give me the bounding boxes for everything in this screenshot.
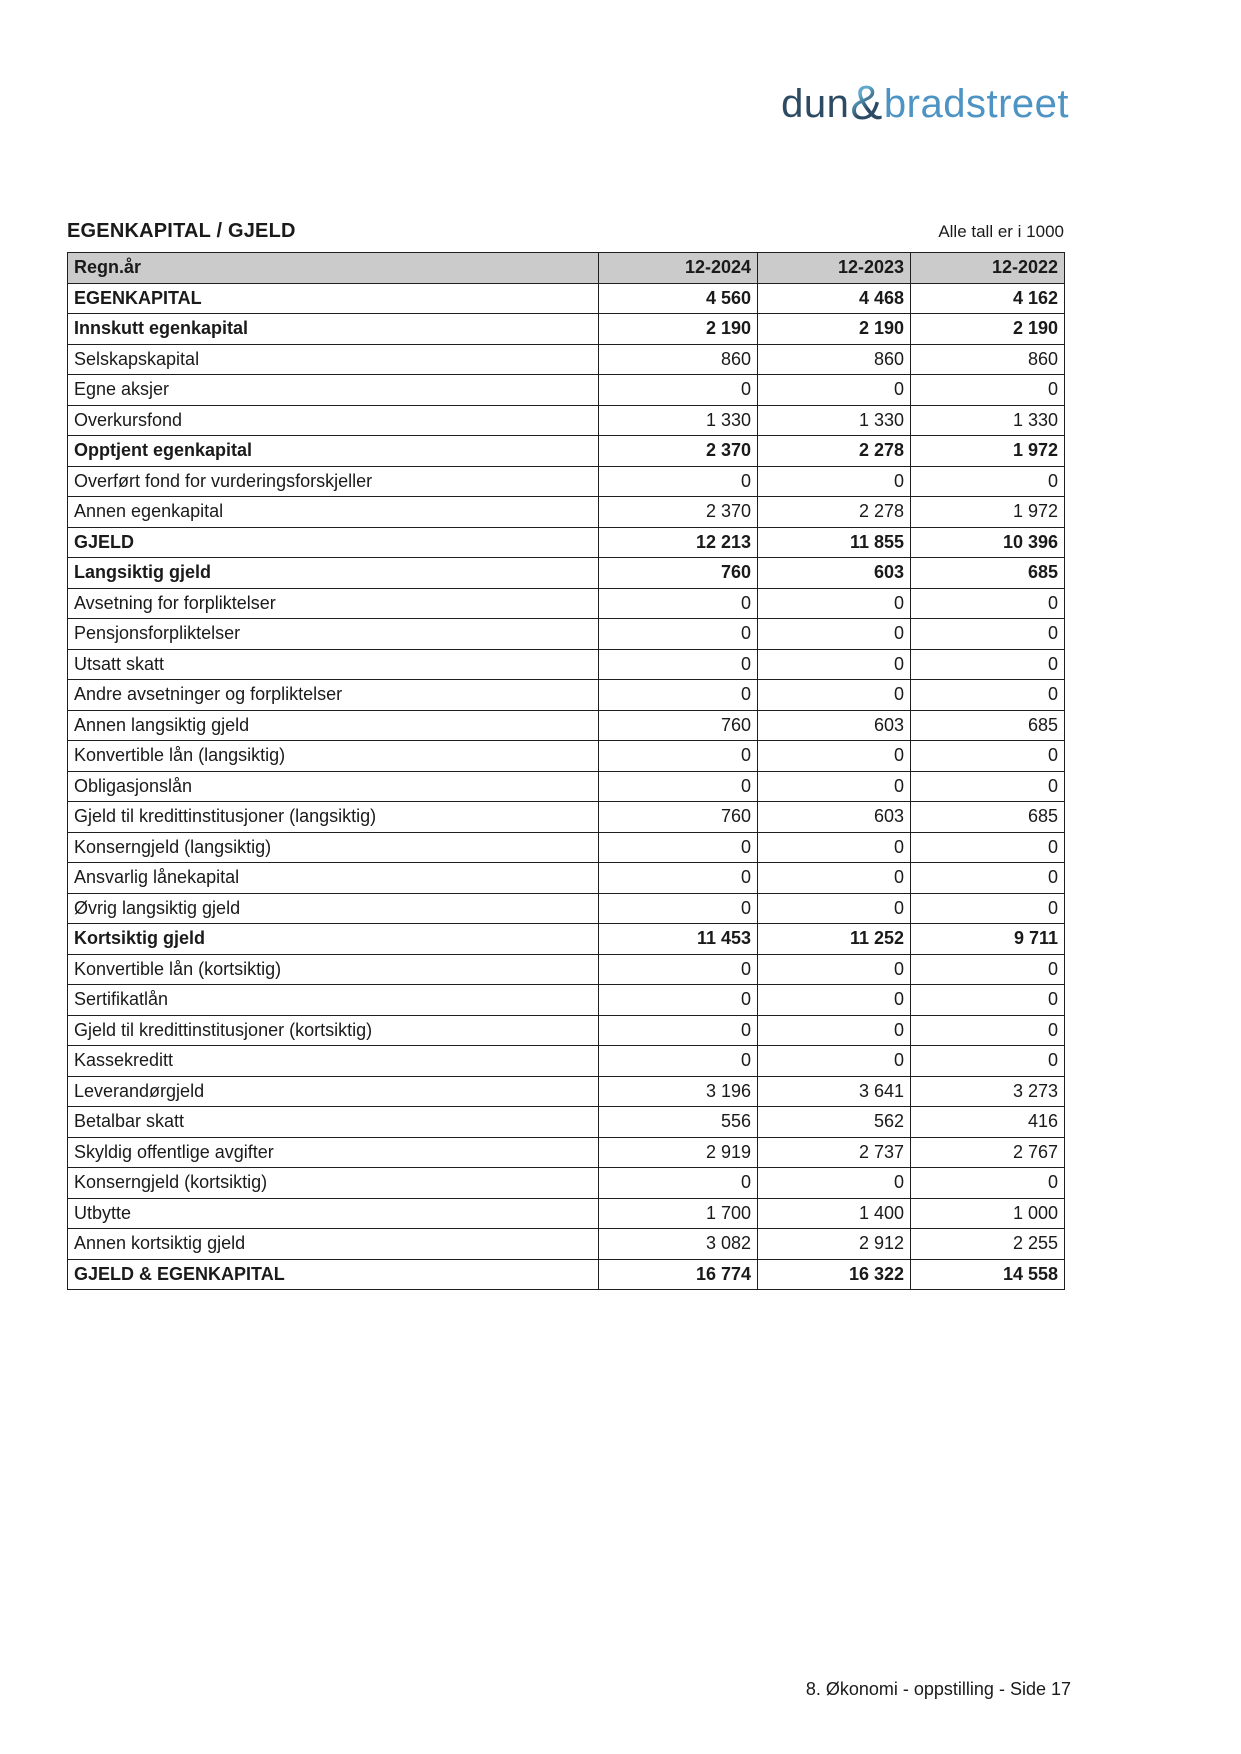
row-label: Annen egenkapital <box>68 497 599 528</box>
table-row <box>68 1076 1065 1107</box>
row-value: 4 560 <box>599 283 758 314</box>
row-label: EGENKAPITAL <box>68 283 599 314</box>
row-value: 1 000 <box>911 1198 1065 1229</box>
table-row <box>68 680 1065 711</box>
row-label: Gjeld til kredittinstitusjoner (kortsiktig) <box>68 1015 599 1046</box>
row-value: 1 400 <box>758 1198 911 1229</box>
row-value: 1 330 <box>599 405 758 436</box>
table-row <box>68 466 1065 497</box>
table-row <box>68 771 1065 802</box>
row-value: 0 <box>599 741 758 772</box>
row-value: 0 <box>758 680 911 711</box>
row-value: 0 <box>911 588 1065 619</box>
table-row <box>68 375 1065 406</box>
row-value: 4 468 <box>758 283 911 314</box>
row-label: Utbytte <box>68 1198 599 1229</box>
row-value: 860 <box>911 344 1065 375</box>
row-value: 0 <box>599 832 758 863</box>
row-value: 4 162 <box>911 283 1065 314</box>
row-value: 2 370 <box>599 436 758 467</box>
row-value: 760 <box>599 802 758 833</box>
row-value: 2 767 <box>911 1137 1065 1168</box>
column-header-period: 12-2024 <box>599 253 758 284</box>
table-row <box>68 344 1065 375</box>
row-value: 556 <box>599 1107 758 1138</box>
row-value: 0 <box>758 832 911 863</box>
row-value: 11 855 <box>758 527 911 558</box>
table-row <box>68 1015 1065 1046</box>
row-value: 685 <box>911 558 1065 589</box>
row-value: 2 919 <box>599 1137 758 1168</box>
row-label: Ansvarlig lånekapital <box>68 863 599 894</box>
table-row <box>68 954 1065 985</box>
table-row <box>68 1046 1065 1077</box>
row-value: 1 972 <box>911 497 1065 528</box>
table-row <box>68 1107 1065 1138</box>
page-title: EGENKAPITAL / GJELD <box>67 220 296 242</box>
row-value: 2 912 <box>758 1229 911 1260</box>
row-value: 11 453 <box>599 924 758 955</box>
row-value: 16 322 <box>758 1259 911 1290</box>
balance-sheet-table <box>67 252 1065 1290</box>
row-value: 0 <box>599 863 758 894</box>
row-value: 860 <box>758 344 911 375</box>
row-label: GJELD <box>68 527 599 558</box>
row-label: Langsiktig gjeld <box>68 558 599 589</box>
table-row <box>68 619 1065 650</box>
dun-bradstreet-logo <box>781 77 1069 130</box>
row-value: 603 <box>758 558 911 589</box>
row-label: Andre avsetninger og forpliktelser <box>68 680 599 711</box>
table-row <box>68 863 1065 894</box>
row-value: 0 <box>758 588 911 619</box>
row-value: 0 <box>911 771 1065 802</box>
row-value: 11 252 <box>758 924 911 955</box>
table-row <box>68 1137 1065 1168</box>
row-value: 0 <box>758 893 911 924</box>
row-value: 0 <box>599 680 758 711</box>
row-value: 0 <box>599 619 758 650</box>
row-value: 562 <box>758 1107 911 1138</box>
row-label: Øvrig langsiktig gjeld <box>68 893 599 924</box>
table-row <box>68 832 1065 863</box>
logo-ampersand-icon: & <box>850 77 883 130</box>
table-row <box>68 1229 1065 1260</box>
row-value: 0 <box>599 649 758 680</box>
table-row <box>68 893 1065 924</box>
row-value: 685 <box>911 710 1065 741</box>
row-value: 0 <box>599 985 758 1016</box>
row-value: 0 <box>758 466 911 497</box>
table-row <box>68 436 1065 467</box>
row-label: Konserngjeld (kortsiktig) <box>68 1168 599 1199</box>
row-value: 0 <box>911 375 1065 406</box>
row-value: 2 190 <box>599 314 758 345</box>
units-note: Alle tall er i 1000 <box>938 222 1064 241</box>
row-value: 2 278 <box>758 497 911 528</box>
table-row <box>68 497 1065 528</box>
row-value: 2 190 <box>758 314 911 345</box>
row-value: 16 774 <box>599 1259 758 1290</box>
table-row <box>68 558 1065 589</box>
row-value: 0 <box>758 1046 911 1077</box>
row-label: Obligasjonslån <box>68 771 599 802</box>
row-label: Utsatt skatt <box>68 649 599 680</box>
row-label: GJELD & EGENKAPITAL <box>68 1259 599 1290</box>
row-value: 2 370 <box>599 497 758 528</box>
table-row <box>68 588 1065 619</box>
row-value: 0 <box>911 619 1065 650</box>
row-value: 0 <box>599 954 758 985</box>
row-value: 2 255 <box>911 1229 1065 1260</box>
row-value: 9 711 <box>911 924 1065 955</box>
row-label: Skyldig offentlige avgifter <box>68 1137 599 1168</box>
row-value: 3 196 <box>599 1076 758 1107</box>
row-value: 0 <box>599 588 758 619</box>
row-value: 1 330 <box>758 405 911 436</box>
row-value: 0 <box>911 680 1065 711</box>
table-row <box>68 985 1065 1016</box>
row-value: 685 <box>911 802 1065 833</box>
row-label: Selskapskapital <box>68 344 599 375</box>
row-label: Leverandørgjeld <box>68 1076 599 1107</box>
row-value: 0 <box>911 1015 1065 1046</box>
row-value: 3 641 <box>758 1076 911 1107</box>
row-value: 0 <box>758 863 911 894</box>
row-label: Annen langsiktig gjeld <box>68 710 599 741</box>
table-row <box>68 710 1065 741</box>
row-label: Opptjent egenkapital <box>68 436 599 467</box>
table-header-row <box>68 253 1065 284</box>
page-footer: 8. Økonomi - oppstilling - Side 17 <box>805 1679 1071 1699</box>
logo-text-dun: dun <box>781 82 850 126</box>
column-header-period: 12-2022 <box>911 253 1065 284</box>
row-value: 2 737 <box>758 1137 911 1168</box>
row-value: 860 <box>599 344 758 375</box>
table-body <box>68 283 1065 1290</box>
row-value: 0 <box>758 1015 911 1046</box>
row-value: 0 <box>758 649 911 680</box>
table-row <box>68 1198 1065 1229</box>
row-value: 0 <box>758 771 911 802</box>
row-value: 0 <box>758 619 911 650</box>
row-value: 0 <box>599 466 758 497</box>
row-value: 760 <box>599 558 758 589</box>
row-value: 0 <box>911 893 1065 924</box>
row-value: 0 <box>911 954 1065 985</box>
table-row <box>68 283 1065 314</box>
row-label: Annen kortsiktig gjeld <box>68 1229 599 1260</box>
column-header-label: Regn.år <box>68 253 599 284</box>
row-label: Avsetning for forpliktelser <box>68 588 599 619</box>
row-value: 12 213 <box>599 527 758 558</box>
row-value: 0 <box>758 985 911 1016</box>
row-label: Konvertible lån (langsiktig) <box>68 741 599 772</box>
table-row <box>68 802 1065 833</box>
row-value: 416 <box>911 1107 1065 1138</box>
row-value: 0 <box>911 649 1065 680</box>
title-bar <box>67 220 1064 243</box>
table-row <box>68 527 1065 558</box>
row-value: 0 <box>758 1168 911 1199</box>
row-value: 0 <box>911 1046 1065 1077</box>
row-value: 760 <box>599 710 758 741</box>
table-row <box>68 1168 1065 1199</box>
column-header-period: 12-2023 <box>758 253 911 284</box>
table-row <box>68 924 1065 955</box>
row-label: Kortsiktig gjeld <box>68 924 599 955</box>
row-value: 0 <box>599 1015 758 1046</box>
table-row <box>68 649 1065 680</box>
row-value: 0 <box>599 1168 758 1199</box>
row-value: 1 700 <box>599 1198 758 1229</box>
row-value: 0 <box>911 863 1065 894</box>
row-value: 0 <box>758 954 911 985</box>
row-value: 3 082 <box>599 1229 758 1260</box>
table-row <box>68 314 1065 345</box>
row-label: Innskutt egenkapital <box>68 314 599 345</box>
row-label: Overført fond for vurderingsforskjeller <box>68 466 599 497</box>
row-value: 0 <box>599 375 758 406</box>
row-value: 10 396 <box>911 527 1065 558</box>
row-value: 0 <box>911 985 1065 1016</box>
row-label: Pensjonsforpliktelser <box>68 619 599 650</box>
row-value: 0 <box>758 375 911 406</box>
row-value: 0 <box>911 466 1065 497</box>
row-value: 603 <box>758 710 911 741</box>
table-row <box>68 741 1065 772</box>
row-label: Gjeld til kredittinstitusjoner (langsiktig) <box>68 802 599 833</box>
row-value: 1 330 <box>911 405 1065 436</box>
row-value: 0 <box>599 893 758 924</box>
table-row <box>68 1259 1065 1290</box>
row-value: 0 <box>911 741 1065 772</box>
row-value: 3 273 <box>911 1076 1065 1107</box>
row-label: Konvertible lån (kortsiktig) <box>68 954 599 985</box>
row-value: 0 <box>911 1168 1065 1199</box>
row-label: Kassekreditt <box>68 1046 599 1077</box>
row-label: Betalbar skatt <box>68 1107 599 1138</box>
row-label: Egne aksjer <box>68 375 599 406</box>
row-value: 0 <box>599 771 758 802</box>
row-value: 0 <box>758 741 911 772</box>
row-label: Overkursfond <box>68 405 599 436</box>
row-label: Konserngjeld (langsiktig) <box>68 832 599 863</box>
table-row <box>68 405 1065 436</box>
row-value: 1 972 <box>911 436 1065 467</box>
row-value: 0 <box>599 1046 758 1077</box>
row-label: Sertifikatlån <box>68 985 599 1016</box>
row-value: 14 558 <box>911 1259 1065 1290</box>
logo-text-bradstreet: bradstreet <box>883 82 1069 126</box>
row-value: 2 190 <box>911 314 1065 345</box>
row-value: 2 278 <box>758 436 911 467</box>
row-value: 603 <box>758 802 911 833</box>
row-value: 0 <box>911 832 1065 863</box>
